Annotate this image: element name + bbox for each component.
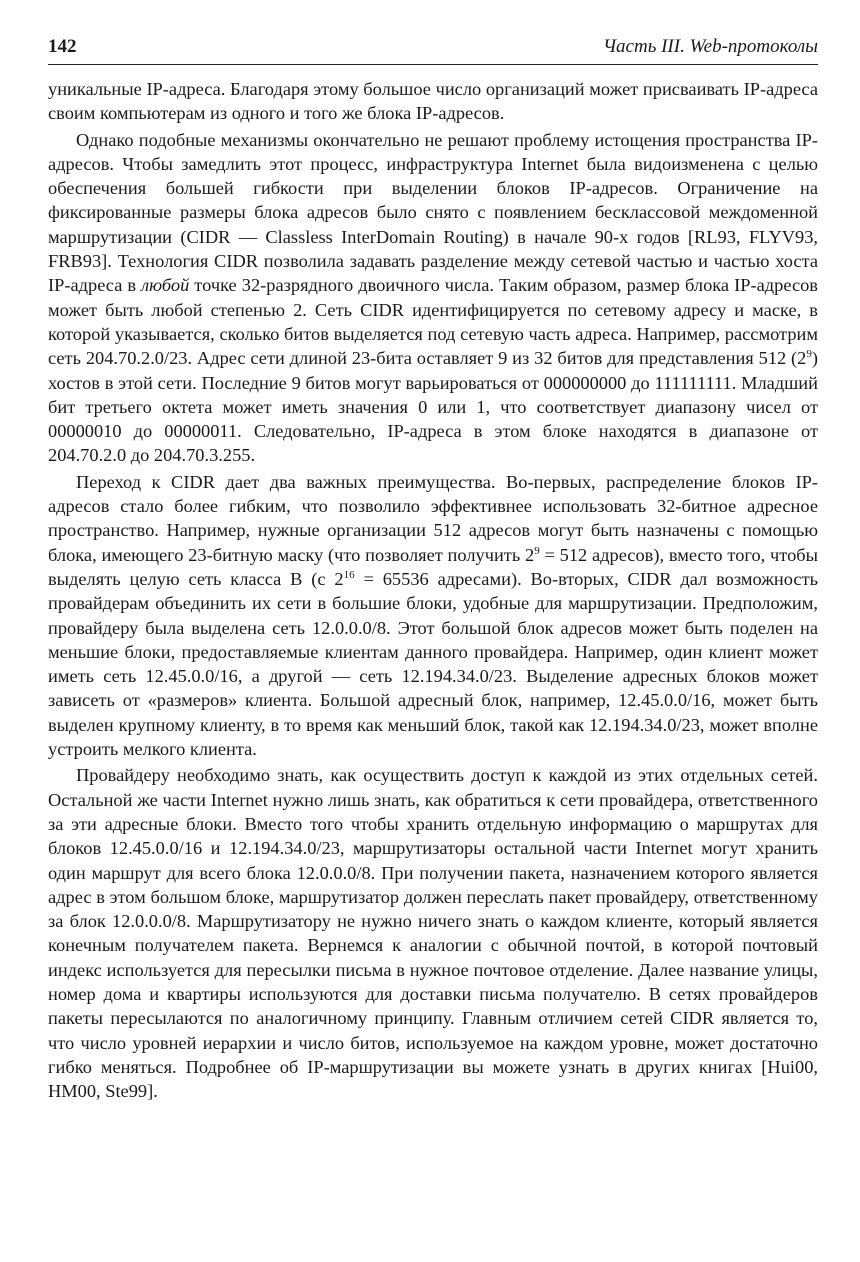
paragraph-4: Провайдеру необходимо знать, как осуществить доступ к каждой из этих отдельных сетей. Остальной же части Internet нужно лишь знать, как обратиться к сети провайдера, ответственного за эти адресные блоки. Вместо того чтобы хранить отдельную информацию о маршрутах для блоков 12.45.0.0/16 и 12.194.34.0/23, маршрутизаторы остальной части Internet могут хранить один маршрут для всего блока 12.0.0.0/8. При получении пакета, назначением которого является адрес в этом большом блоке, маршрутизатор должен переслать пакет провайдеру, ответственному за блок 12.0.0.0/8. Маршрутизатору не нужно ничего знать о каждом клиенте, который является конечным получателем пакета. Вернемся к аналогии с обычной почтой, в которой почтовый индекс используется для пересылки письма в нужное почтовое отделение. Далее название улицы, номер дома и квартиры используются для доставки письма получателю. В сетях провайдеров пакеты пересылаются по аналогичному принципу. Главным отличием сетей CIDR является то, что число уровней иерархии и число битов, используемое на каждом уровне, может достаточно гибко меняться. Подробнее об IP-маршрутизации вы можете узнать в других книгах [Hui00, HM00, Ste99]. — [48, 765, 818, 1102]
paragraph-3 — [48, 470, 818, 762]
emphasis-text: любой — [141, 275, 190, 296]
paragraph-3-part-a: Переход к CIDR дает два важных преимущества. Во-первых, распределение блоков IP-адресов стало более гибким, что позволило эффективнее использовать 32-битное адресное пространство. Например, нужные организации 512 адресов могут быть назначены с помощью блока, имеющего 23-битную маску (что позволяет получить 2 — [48, 471, 818, 565]
book-page — [48, 36, 818, 1103]
paragraph-2-part-a: Однако подобные механизмы окончательно не решают проблему истощения пространства IP-адресов. Чтобы замедлить этот процесс, инфраструктура Internet была видоизменена с целью обеспечения большей гибкости при выделении блоков IP-адресов. Ограничение на фиксированные размеры блока адресов было снято с появлением бесклассовой междоменной маршрутизации (CIDR — Classless InterDomain Routing) в начале 90-х годов [RL93, FLYV93, FRB93]. Технология CIDR позволила задавать разделение между сетевой частью и частью хоста IP-адреса в — [48, 129, 818, 296]
paragraph-1: уникальные IP-адреса. Благодаря этому большое число организаций может присваивать IP-адреса своим компьютерам из одного и того же блока IP-адресов. — [48, 79, 818, 124]
page-header — [48, 36, 818, 65]
paragraph-2-part-c: ) хостов в этой сети. Последние 9 битов могут варьироваться от 000000000 до 111111111. Младший бит третьего октета может иметь значения 0 или 1, что соответствует диапазону чисел от 00000010 до 00000011. Следовательно, IP-адреса в этом блоке находятся в диапазоне от 204.70.2.0 до 204.70.3.255. — [48, 348, 818, 466]
paragraph-2 — [48, 128, 818, 468]
running-head: Часть III. Web-протоколы — [602, 36, 818, 57]
superscript-exponent: 16 — [343, 568, 355, 581]
paragraph-2-part-b: точке 32-разрядного двоичного числа. Таким образом, размер блока IP-адресов может быть любой степенью 2. Сеть CIDR идентифицируется по сетевому адресу и маске, в которой указывается, сколько битов выделяется под сетевую часть адреса. Например, рассмотрим сеть 204.70.2.0/23. Адрес сети длиной 23-бита оставляет 9 из 32 битов для представления 512 (2 — [48, 275, 818, 369]
page-number: 142 — [48, 36, 77, 57]
paragraph-3-part-b: = 512 адресов), вместо того, чтобы выделять целую сеть класса B (с 2 — [48, 544, 818, 589]
superscript-exponent: 9 — [806, 348, 812, 361]
body-text — [48, 77, 818, 1103]
paragraph-3-part-c: = 65536 адресами). Во-вторых, CIDR дал возможность провайдерам объединить их сети в большие блоки, удобные для маршрутизации. Предположим, провайдеру была выделена сеть 12.0.0.0/8. Этот большой блок адресов может быть поделен на меньшие блоки, предоставляемые клиентам данного провайдера. Например, один клиент может иметь сеть 12.45.0.0/16, а другой — сеть 12.194.34.0/23. Выделение адресных блоков может зависеть от «размеров» клиента. Большой адресный блок, например, 12.45.0.0/16, может быть выделен крупному клиенту, в то время как меньший блок, такой как 12.194.34.0/23, может вполне устроить мелкого клиента. — [48, 568, 818, 760]
superscript-exponent: 9 — [534, 544, 540, 557]
